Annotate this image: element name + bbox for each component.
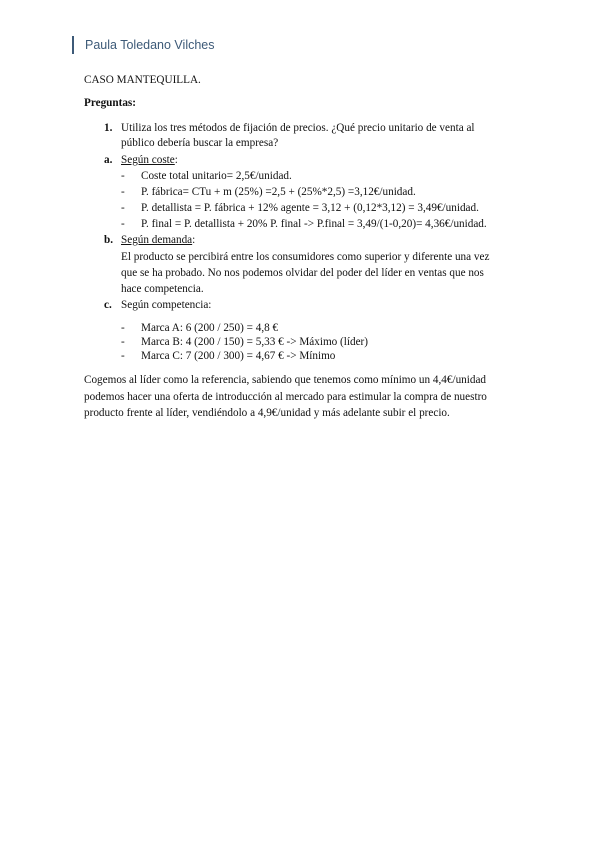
cost-item: P. final = P. detallista + 20% P. final -> P.final = 3,49/(1-0,20)= 4,36€/unidad.: [141, 218, 487, 230]
page-header: [72, 36, 215, 54]
bullet-dash: -: [121, 202, 125, 214]
bullet-dash: -: [121, 186, 125, 198]
bullet-dash: -: [121, 336, 125, 348]
section-a-heading: [121, 153, 178, 167]
section-a-letter: a.: [104, 154, 113, 166]
bullet-dash: -: [121, 350, 125, 362]
question-number: 1.: [104, 122, 113, 134]
demand-line: que se ha probado. No nos podemos olvidar del poder del líder en ventas que nos: [121, 267, 484, 279]
section-c-letter: c.: [104, 299, 112, 311]
section-a-colon: :: [174, 154, 178, 166]
demand-line: El producto se percibirá entre los consumidores como superior y diferente una vez: [121, 251, 490, 263]
section-b-heading: [121, 233, 195, 247]
header-author: Paula Toledano Vilches: [85, 38, 215, 52]
doc-title: CASO MANTEQUILLA.: [84, 74, 201, 86]
bullet-dash: -: [121, 170, 125, 182]
conclusion-line: podemos hacer una oferta de introducción al mercado para estimular la compra de nuestro: [84, 391, 487, 403]
preguntas-label: Preguntas:: [84, 97, 136, 109]
cost-item: P. fábrica= CTu + m (25%) =2,5 + (25%*2,5) =3,12€/unidad.: [141, 186, 416, 198]
section-b-title: Según demanda: [121, 234, 193, 246]
competition-item: Marca C: 7 (200 / 300) = 4,67 € -> Mínimo: [141, 350, 336, 362]
bullet-dash: -: [121, 218, 125, 230]
question-line-1: Utiliza los tres métodos de fijación de precios. ¿Qué precio unitario de venta al: [121, 122, 475, 134]
header-accent-bar: [72, 36, 74, 54]
question-line-2: público debería buscar la empresa?: [121, 137, 279, 149]
competition-item: Marca B: 4 (200 / 150) = 5,33 € -> Máximo (líder): [141, 336, 369, 348]
demand-line: hace competencia.: [121, 283, 204, 295]
competition-item: Marca A: 6 (200 / 250) = 4,8 €: [141, 322, 279, 334]
section-b-letter: b.: [104, 234, 114, 246]
cost-item: Coste total unitario= 2,5€/unidad.: [141, 170, 292, 182]
conclusion-line: producto frente al líder, vendiéndolo a 4,9€/unidad y más adelante subir el precio.: [84, 407, 450, 419]
bullet-dash: -: [121, 322, 125, 334]
section-b-colon: :: [192, 234, 196, 246]
conclusion-line: Cogemos al líder como la referencia, sabiendo que tenemos como mínimo un 4,4€/unidad: [84, 374, 487, 386]
cost-item: P. detallista = P. fábrica + 12% agente = 3,12 + (0,12*3,12) = 3,49€/unidad.: [141, 202, 479, 214]
section-c-title: Según competencia:: [121, 299, 212, 311]
section-a-title: Según coste: [121, 154, 175, 166]
